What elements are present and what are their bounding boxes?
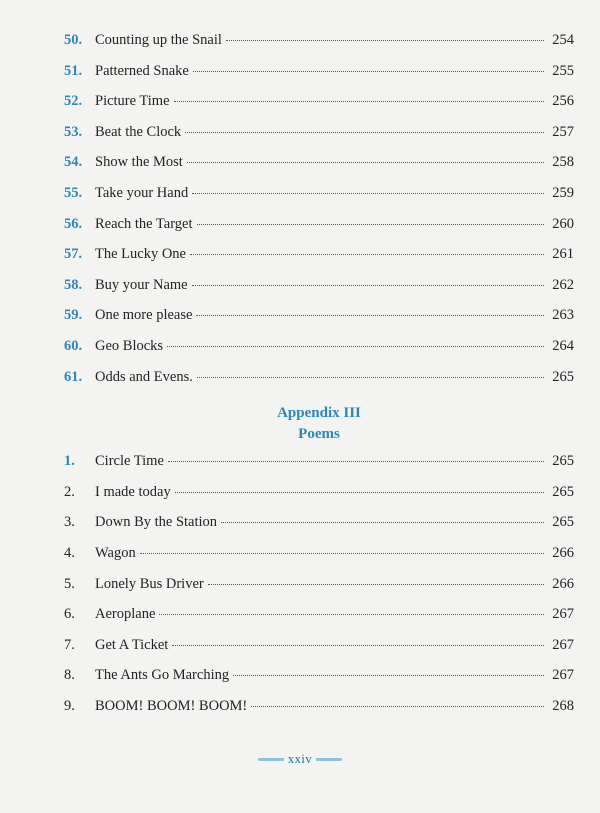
entry-number: 2. — [64, 483, 75, 500]
entry-title: Geo Blocks — [95, 337, 164, 354]
entry-number: 8. — [64, 667, 75, 684]
entry-title: BOOM! BOOM! BOOM! — [95, 697, 248, 714]
entry-title: The Lucky One — [95, 246, 186, 263]
dot-leader — [192, 285, 544, 286]
entry-page-number: 267 — [552, 636, 574, 653]
entry-number: 60. — [64, 337, 83, 354]
entry-page-number: 267 — [552, 667, 574, 684]
toc-entry — [64, 124, 574, 155]
poem-list — [64, 453, 574, 728]
dot-leader — [208, 584, 544, 585]
entry-number: 52. — [64, 93, 83, 110]
dot-leader — [233, 675, 544, 676]
entry-title: The Ants Go Marching — [95, 667, 230, 684]
dot-leader — [172, 645, 544, 646]
entry-number: 59. — [64, 307, 83, 324]
entry-number: 1. — [64, 453, 75, 470]
toc-entry — [64, 369, 574, 400]
dot-leader — [175, 492, 544, 493]
dot-leader — [193, 71, 544, 72]
entry-page-number: 256 — [552, 93, 574, 110]
entry-page-number: 265 — [552, 453, 574, 470]
entry-title: I made today — [95, 483, 171, 500]
entry-page-number: 261 — [552, 246, 574, 263]
entry-page-number: 264 — [552, 337, 574, 354]
entry-title: Buy your Name — [95, 276, 188, 293]
entry-number: 54. — [64, 154, 83, 171]
entry-page-number: 255 — [552, 62, 574, 79]
dot-leader — [174, 101, 544, 102]
toc-entry — [64, 606, 574, 637]
entry-number: 6. — [64, 606, 75, 623]
entry-page-number: 267 — [552, 606, 574, 623]
entry-number: 57. — [64, 246, 83, 263]
entry-title: Counting up the Snail — [95, 32, 222, 48]
entry-page-number: 268 — [552, 697, 574, 714]
entry-number: 61. — [64, 368, 83, 385]
entry-title: One more please — [95, 307, 193, 324]
dot-leader — [190, 254, 544, 255]
entry-page-number: 266 — [552, 544, 574, 561]
entry-page-number: 254 — [552, 32, 574, 48]
activity-list — [64, 32, 574, 399]
toc-entry — [64, 338, 574, 369]
dot-leader — [251, 706, 544, 707]
appendix-subtitle: Poems — [298, 426, 340, 443]
toc-entry — [64, 698, 574, 729]
toc-entry — [64, 637, 574, 668]
page-footer — [0, 752, 600, 767]
entry-number: 3. — [64, 514, 75, 531]
toc-entry — [64, 185, 574, 216]
dot-leader — [168, 461, 544, 462]
entry-number: 53. — [64, 123, 83, 140]
toc-entry — [64, 484, 574, 515]
toc-entry — [64, 154, 574, 185]
entry-page-number: 266 — [552, 575, 574, 592]
entry-number: 9. — [64, 697, 75, 714]
footer-right-bar — [316, 758, 342, 761]
entry-title: Take your Hand — [95, 184, 189, 201]
dot-leader — [226, 40, 544, 41]
entry-title: Picture Time — [95, 93, 170, 110]
dot-leader — [221, 522, 544, 523]
entry-page-number: 263 — [552, 307, 574, 324]
appendix-heading — [64, 403, 574, 445]
toc-entry — [64, 514, 574, 545]
entry-number: 5. — [64, 575, 75, 592]
dot-leader — [185, 132, 544, 133]
toc-entry — [64, 545, 574, 576]
entry-number: 4. — [64, 544, 75, 561]
entry-page-number: 265 — [552, 514, 574, 531]
toc-entry — [64, 63, 574, 94]
entry-number: 55. — [64, 184, 83, 201]
toc-entry — [64, 246, 574, 277]
entry-title: Show the Most — [95, 154, 183, 171]
toc-entry — [64, 453, 574, 484]
entry-title: Get A Ticket — [95, 636, 169, 653]
page-number-label: xxiv — [287, 752, 313, 766]
entry-title: Patterned Snake — [95, 62, 189, 79]
dot-leader — [140, 553, 544, 554]
toc-entry — [64, 667, 574, 698]
toc-entry — [64, 93, 574, 124]
dot-leader — [196, 315, 544, 316]
appendix-title: Appendix III — [277, 405, 361, 422]
entry-page-number: 262 — [552, 276, 574, 293]
entry-number: 56. — [64, 215, 83, 232]
entry-number: 58. — [64, 276, 83, 293]
dot-leader — [192, 193, 544, 194]
footer-left-bar — [258, 758, 284, 761]
entry-page-number: 260 — [552, 215, 574, 232]
entry-number: 7. — [64, 636, 75, 653]
entry-page-number: 258 — [552, 154, 574, 171]
dot-leader — [187, 162, 544, 163]
entry-title: Lonely Bus Driver — [95, 575, 204, 592]
toc-entry — [64, 277, 574, 308]
toc-entry — [64, 307, 574, 338]
toc-entry — [64, 576, 574, 607]
entry-page-number: 259 — [552, 184, 574, 201]
entry-page-number: 265 — [552, 368, 574, 385]
entry-title: Circle Time — [95, 453, 164, 470]
toc-entry — [64, 32, 574, 63]
entry-page-number: 257 — [552, 123, 574, 140]
entry-number: 51. — [64, 62, 83, 79]
entry-title: Wagon — [95, 544, 136, 561]
entry-title: Down By the Station — [95, 514, 218, 531]
dot-leader — [197, 377, 544, 378]
entry-title: Aeroplane — [95, 606, 156, 623]
toc-entry — [64, 216, 574, 247]
dot-leader — [159, 614, 544, 615]
entry-title: Odds and Evens. — [95, 368, 193, 385]
table-of-contents — [64, 32, 574, 728]
entry-page-number: 265 — [552, 483, 574, 500]
dot-leader — [167, 346, 544, 347]
entry-number: 50. — [64, 32, 83, 48]
entry-title: Beat the Clock — [95, 123, 182, 140]
entry-title: Reach the Target — [95, 215, 193, 232]
dot-leader — [197, 224, 545, 225]
